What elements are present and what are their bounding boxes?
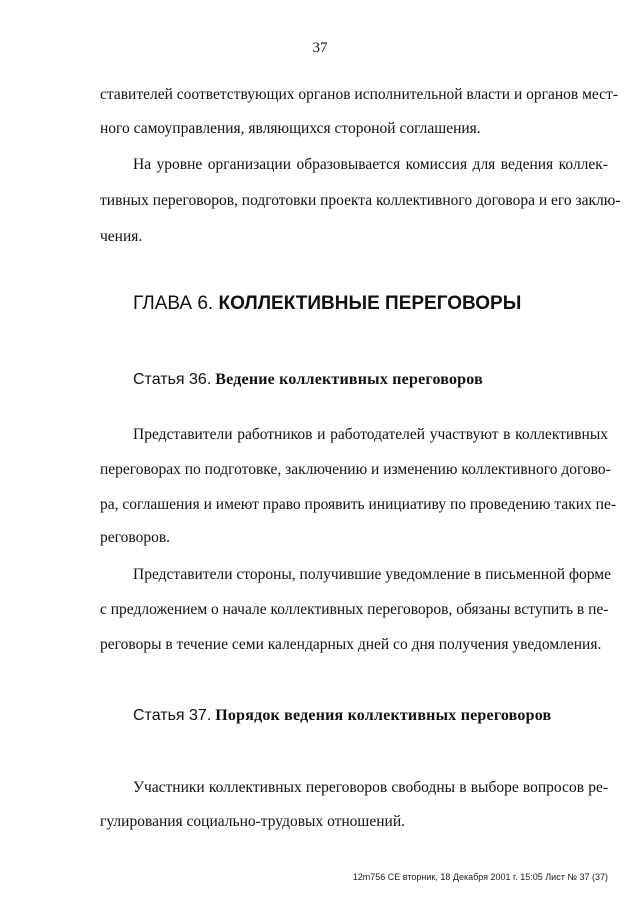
article-37-heading — [133, 707, 551, 725]
paragraph-line: тивных переговоров, подготовки проекта коллективного договора и его заклю- — [100, 192, 621, 209]
paragraph-line: чения. — [100, 228, 143, 245]
article-36-heading — [133, 371, 483, 389]
chapter-prefix: ГЛАВА 6. — [133, 293, 214, 314]
print-footer: 12m756 СЕ вторник, 18 Декабря 2001 г. 15:05 Лист № 37 (37) — [352, 872, 608, 882]
chapter-heading — [133, 293, 521, 315]
paragraph-line: реговоры в течение семи календарных дней со дня получения уведомления. — [100, 636, 602, 653]
article-title: Ведение коллективных переговоров — [215, 371, 483, 388]
paragraph-line: ра, соглашения и имеют право проявить инициативу по проведению таких пе- — [100, 496, 616, 513]
paragraph-line: гулирования социально-трудовых отношений. — [100, 813, 406, 830]
paragraph-line: Представители работников и работодателей участвуют в коллективных — [133, 426, 608, 443]
article-prefix: Статья 37. — [133, 707, 212, 724]
article-prefix: Статья 36. — [133, 371, 212, 388]
paragraph-line: ставителей соответствующих органов исполнительной власти и органов мест- — [100, 86, 618, 103]
paragraph-line: ного самоуправления, являющихся стороной соглашения. — [100, 120, 481, 137]
paragraph-line: Представители стороны, получившие уведомление в письменной форме — [133, 566, 611, 583]
chapter-title: КОЛЛЕКТИВНЫЕ ПЕРЕГОВОРЫ — [218, 293, 522, 314]
paragraph-line: переговорах по подготовке, заключению и изменению коллективного догово- — [100, 461, 611, 478]
paragraph-line: с предложением о начале коллективных переговоров, обязаны вступить в пе- — [100, 601, 609, 618]
paragraph-line: реговоров. — [100, 529, 171, 546]
paragraph-line: Участники коллективных переговоров свободны в выборе вопросов ре- — [133, 779, 608, 796]
paragraph-line: На уровне организации образовывается комиссия для ведения коллек- — [133, 156, 608, 173]
page-number: 37 — [312, 40, 328, 56]
article-title: Порядок ведения коллективных переговоров — [215, 707, 552, 724]
